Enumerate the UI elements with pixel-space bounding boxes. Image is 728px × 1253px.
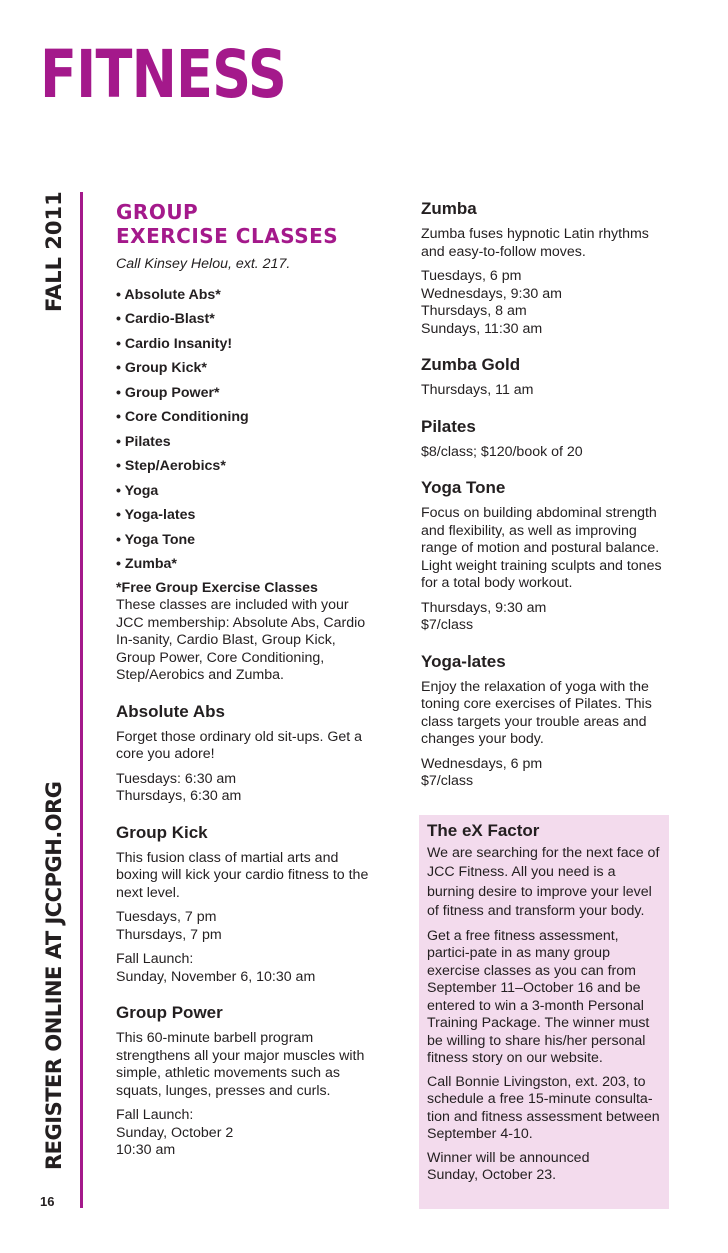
section-group-power: Group Power This 60-minute barbell program strengthens all your major muscles with simple, athletic movements such as squats, lunges, presses and curls. Fall Launch: Sunday, October 2 10:30 am xyxy=(116,1002,371,1160)
section-title: Yoga-lates xyxy=(421,651,506,671)
class-list-item: • Group Power* xyxy=(116,381,371,406)
group-exercise-heading: GROUP EXERCISE CLASSES xyxy=(116,200,339,248)
ex-factor-paragraph: Get a free fitness assessment, partici-pate in as many group exercise classes as you can from September 11–October 16 and be entered to win a 3-month Personal Training Package. The winner must be willing to share his/her personal fitness story on our website. xyxy=(427,927,650,1067)
page-number: 16 xyxy=(40,1194,55,1209)
section-zumba-gold: Zumba Gold Thursdays, 11 am xyxy=(421,354,671,400)
class-list-item: • Step/Aerobics* xyxy=(116,454,371,479)
ex-factor-box xyxy=(419,815,669,1209)
class-list-item: • Group Kick* xyxy=(116,356,371,381)
section-title: Group Power xyxy=(116,1003,223,1022)
section-absolute-abs: Absolute Abs Forget those ordinary old sit-ups. Get a core you adore! Tuesdays: 6:30 am Thursdays, 6:30 am xyxy=(116,701,371,806)
class-list-item: • Cardio Insanity! xyxy=(116,332,371,357)
ex-factor-paragraph: Winner will be announced Sunday, October 23. xyxy=(427,1149,590,1184)
free-classes-note: *Free Group Exercise Classes These classes are included with your JCC membership: Absolute Abs, Cardio In-sanity, Cardio Blast, Group Kick, Group Power, Core Conditioning, Step/Aerobics and Zumba. xyxy=(116,579,366,683)
section-title: Zumba xyxy=(421,199,477,218)
section-group-kick: Group Kick This fusion class of martial arts and boxing will kick your cardio fitness to the next level. Tuesdays, 7 pm Thursdays, 7 pm Fall Launch: Sunday, November 6, 10:30 am xyxy=(116,822,371,987)
section-yoga-tone: Yoga Tone Focus on building abdominal strength and flexibility, as well as improving range of motion and postural balance. Light weight training sculpts and tones for a total body workout. Thursdays, 9:30 am $7/class xyxy=(421,477,671,635)
register-online-label: REGISTER ONLINE AT JCCPGH.ORG xyxy=(42,781,66,1170)
section-pilates: Pilates $8/class; $120/book of 20 xyxy=(421,416,671,462)
class-list-item: • Yoga-lates xyxy=(116,503,371,528)
class-list-item: • Cardio-Blast* xyxy=(116,307,371,332)
class-list-item: • Yoga Tone xyxy=(116,528,371,553)
vertical-divider xyxy=(80,192,83,1208)
section-title: Group Kick xyxy=(116,822,208,842)
class-list-item: • Zumba* xyxy=(116,552,371,577)
class-list-item: • Absolute Abs* xyxy=(116,283,371,308)
right-column xyxy=(421,198,671,798)
section-title: Pilates xyxy=(421,416,476,436)
class-list xyxy=(116,283,371,577)
left-column xyxy=(116,198,371,1167)
section-yoga-lates: Yoga-lates Enjoy the relaxation of yoga with the toning core exercises of Pilates. This class targets your trouble areas and changes your body. Wednesdays, 6 pm $7/class xyxy=(421,651,671,791)
season-label: FALL 2011 xyxy=(42,191,66,312)
section-zumba: Zumba Zumba fuses hypnotic Latin rhythms and easy-to-follow moves. Tuesdays, 6 pm Wednesdays, 9:30 am Thursdays, 8 am Sundays, 11:30 am xyxy=(421,198,671,338)
ex-factor-paragraph: We are searching for the next face of JCC Fitness. All you need is a burning desire to improve your level of fitness and transform your body. xyxy=(427,845,660,920)
section-title: Absolute Abs xyxy=(116,701,225,721)
class-list-item: • Yoga xyxy=(116,479,371,504)
section-title: Yoga Tone xyxy=(421,478,506,497)
section-title: Zumba Gold xyxy=(421,355,521,374)
group-contact: Call Kinsey Helou, ext. 217. xyxy=(116,256,291,272)
class-list-item: • Core Conditioning xyxy=(116,405,371,430)
ex-factor-paragraph: Call Bonnie Livingston, ext. 203, to schedule a free 15-minute consulta-tion and fitness assessment between September 4-10. xyxy=(427,1073,660,1143)
ex-factor-title: The eX Factor xyxy=(427,821,540,840)
page-title: FITNESS xyxy=(40,36,287,113)
class-list-item: • Pilates xyxy=(116,430,371,455)
